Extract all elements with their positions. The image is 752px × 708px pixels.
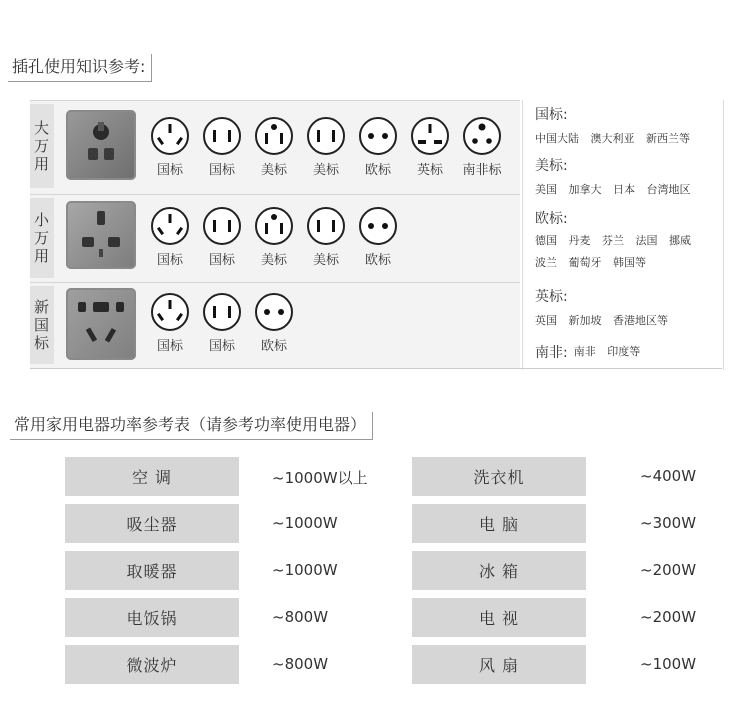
appliance-name-cell: 电 视 xyxy=(412,598,586,637)
plug-label: 美标 xyxy=(312,253,339,268)
plug-cn3-icon xyxy=(146,292,194,354)
plug-label: 国标 xyxy=(156,253,183,268)
appliance-name-cell: 风 扇 xyxy=(412,645,586,684)
plug-label: 国标 xyxy=(208,163,235,178)
note-heading: 欧标: xyxy=(535,211,568,227)
note-heading: 南非: xyxy=(535,345,568,361)
plug-label: 国标 xyxy=(208,339,235,354)
appliance-power-value: ~200W xyxy=(640,608,697,626)
note-cn xyxy=(535,104,690,151)
plug-label: 英标 xyxy=(416,163,443,178)
appliance-name-cell: 取暖器 xyxy=(65,551,239,590)
appliance-power-value: ~200W xyxy=(640,561,697,579)
socket-reference-table xyxy=(30,100,722,370)
table-bottom-border xyxy=(30,368,722,369)
plug-label: 美标 xyxy=(260,163,287,178)
note-content: 英国 新加坡 香港地区等 xyxy=(535,314,668,327)
universal-socket-large-photo xyxy=(66,110,136,180)
appliance-name-cell: 电 脑 xyxy=(412,504,586,543)
plug-cn2-icon xyxy=(198,292,246,354)
new-standard-socket-photo xyxy=(66,288,136,360)
note-content: 德国 丹麦 芬兰 法国 挪威 xyxy=(535,234,691,247)
plug-cn2-icon xyxy=(198,206,246,268)
note-content: 中国大陆 澳大利亚 新西兰等 xyxy=(535,132,690,145)
appliance-name-cell: 洗衣机 xyxy=(412,457,586,496)
plug-label: 美标 xyxy=(312,163,339,178)
note-heading: 英标: xyxy=(535,289,568,305)
row-label: 新国标 xyxy=(30,286,54,364)
note-content: 美国 加拿大 日本 台湾地区 xyxy=(535,183,691,196)
appliance-power-value: ~800W xyxy=(272,655,329,673)
plug-us2-icon xyxy=(302,206,350,268)
power-section-title: 常用家用电器功率参考表（请参考功率使用电器） xyxy=(10,412,373,440)
plug-us2-icon xyxy=(302,116,350,178)
plug-us3-icon xyxy=(250,116,298,178)
appliance-name-cell: 空 调 xyxy=(65,457,239,496)
note-heading: 国标: xyxy=(535,107,568,123)
plug-cn2-icon xyxy=(198,116,246,178)
plug-cn3-icon xyxy=(146,206,194,268)
appliance-power-value: ~300W xyxy=(640,514,697,532)
appliance-power-value: ~1000W xyxy=(272,561,338,579)
appliance-name-cell: 冰 箱 xyxy=(412,551,586,590)
note-content: 南非 印度等 xyxy=(573,345,641,358)
row-label: 大万用 xyxy=(30,104,54,188)
socket-section-title: 插孔使用知识参考: xyxy=(8,54,152,82)
plug-uk-icon xyxy=(406,116,454,178)
universal-socket-small-photo xyxy=(66,201,136,269)
plug-label: 国标 xyxy=(208,253,235,268)
appliance-name-cell: 吸尘器 xyxy=(65,504,239,543)
appliance-power-value: ~100W xyxy=(640,655,697,673)
plug-us3-icon xyxy=(250,206,298,268)
plug-eu-icon xyxy=(354,206,402,268)
plug-label: 美标 xyxy=(260,253,287,268)
plug-eu-icon xyxy=(354,116,402,178)
note-uk xyxy=(535,286,668,333)
note-eu xyxy=(535,208,691,274)
plug-label: 欧标 xyxy=(260,339,287,354)
appliance-name-cell: 电饭锅 xyxy=(65,598,239,637)
row-label: 小万用 xyxy=(30,198,54,278)
appliance-name-cell: 微波炉 xyxy=(65,645,239,684)
plug-label: 国标 xyxy=(156,163,183,178)
plug-eu-icon xyxy=(250,292,298,354)
plug-sa-icon xyxy=(458,116,506,178)
note-content: 波兰 葡萄牙 韩国等 xyxy=(535,256,646,269)
appliance-power-value: ~800W xyxy=(272,608,329,626)
plug-label: 南非标 xyxy=(462,163,502,178)
appliance-power-value: ~1000W以上 xyxy=(272,469,368,487)
note-sa xyxy=(535,342,640,362)
note-us xyxy=(535,155,691,202)
country-standards-panel xyxy=(522,100,724,370)
appliance-power-value: ~1000W xyxy=(272,514,338,532)
plug-label: 国标 xyxy=(156,339,183,354)
plug-label: 欧标 xyxy=(364,253,391,268)
plug-cn3-icon xyxy=(146,116,194,178)
appliance-power-value: ~400W xyxy=(640,467,697,485)
plug-label: 欧标 xyxy=(364,163,391,178)
note-heading: 美标: xyxy=(535,158,568,174)
